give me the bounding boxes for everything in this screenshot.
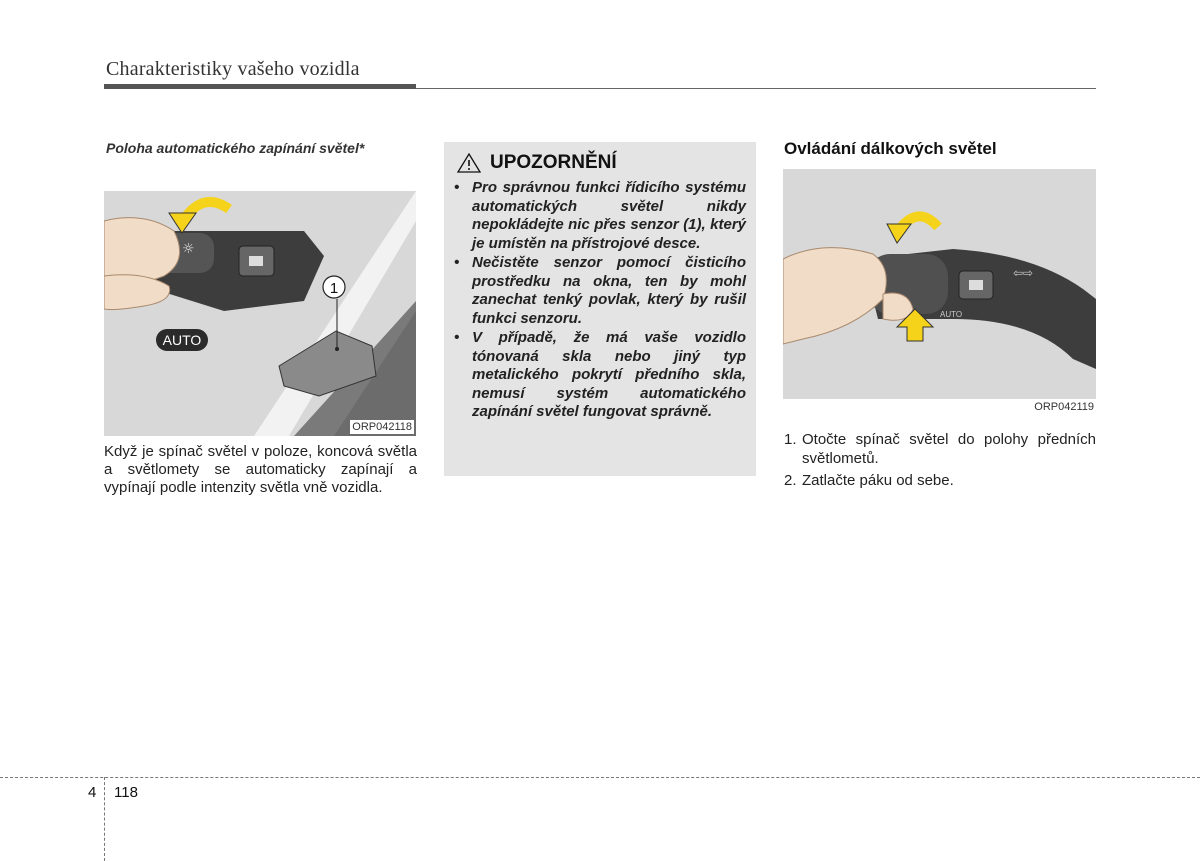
section-title: Ovládání dálkových světel (784, 139, 997, 158)
auto-light-illustration (104, 191, 416, 436)
header-rule-thin (416, 88, 1096, 89)
page-number: 118 (114, 784, 138, 801)
high-beam-illustration (783, 169, 1096, 416)
warning-box (444, 142, 756, 476)
warning-list (454, 179, 746, 423)
figure-caption: Poloha automatického zapínání světel* (106, 140, 365, 156)
footer-rule (0, 777, 1200, 778)
warning-item: • Pro správnou funkci řídicího systému automatických světel nikdy nepokládejte nic přes senzor (1), který je umístěn na přístrojové desce. (454, 179, 746, 252)
warning-title: UPOZORNĚNÍ (490, 152, 617, 173)
figure-code: ORP042119 (1034, 401, 1094, 413)
warning-heading (456, 152, 617, 174)
auto-light-figure (104, 191, 416, 436)
chapter-number: 4 (88, 784, 97, 801)
callout-number: 1 (329, 280, 339, 297)
step-item: 2. Zatlačte páku od sebe. (784, 472, 954, 489)
step-item: 1. Otočte spínač světel do polohy předních světlometů. (784, 431, 1096, 467)
svg-text:⇦⇨: ⇦⇨ (1013, 266, 1034, 280)
auto-light-description: Když je spínač světel v poloze, koncová světla a světlomety se automaticky zapínají a vypínají podle intenzity světla vně vozidla. (104, 443, 417, 496)
high-beam-figure (783, 169, 1096, 416)
svg-text:AUTO: AUTO (940, 310, 963, 319)
step-list (784, 430, 1096, 493)
svg-text:☼: ☼ (182, 241, 195, 257)
footer-vertical-rule (104, 777, 105, 861)
header-rule-thick (104, 84, 416, 89)
page-header-title: Charakteristiky vašeho vozidla (106, 58, 360, 80)
warning-item: • V případě, že má vaše vozidlo tónovaná skla nebo jiný typ metalického pokrytí předního skla, nemusí systém automatického zapínání světel fungovat správně. (454, 329, 746, 420)
warning-item: • Nečistěte senzor pomocí čisticího prostředku na okna, ten by mohl zanechat tenký povlak, který by rušil funkci senzoru. (454, 254, 746, 327)
figure-code: ORP042118 (352, 421, 412, 433)
warning-triangle-icon (456, 152, 482, 174)
auto-badge-label: AUTO (162, 332, 202, 348)
